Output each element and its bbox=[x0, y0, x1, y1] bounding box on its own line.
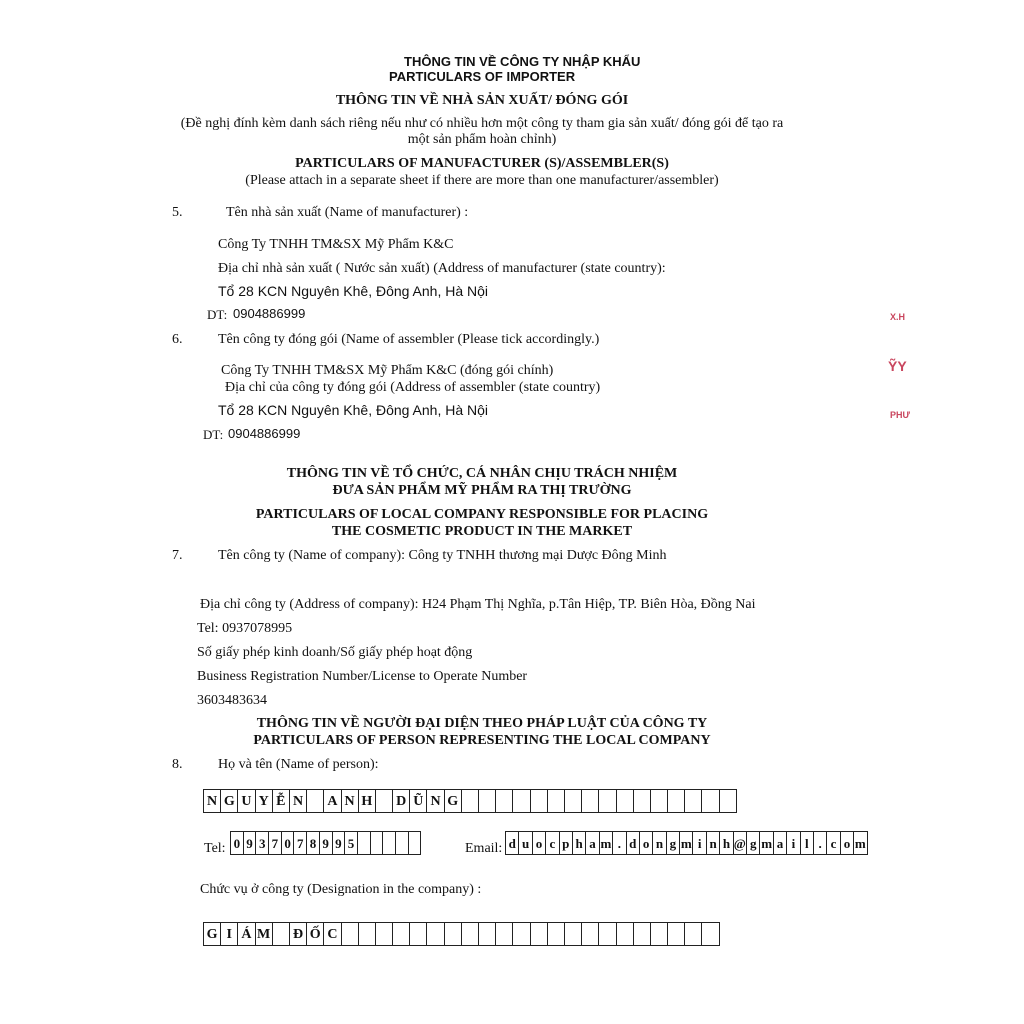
name-char-cell[interactable] bbox=[495, 789, 513, 813]
designation-char-cell[interactable]: G bbox=[203, 922, 221, 946]
item5-label: Tên nhà sản xuất (Name of manufacturer) : bbox=[226, 205, 469, 220]
name-char-cell[interactable]: A bbox=[323, 789, 341, 813]
item5-company: Công Ty TNHH TM&SX Mỹ Phẩm K&C bbox=[218, 237, 454, 252]
designation-char-cell[interactable]: M bbox=[255, 922, 273, 946]
designation-char-cell[interactable] bbox=[701, 922, 719, 946]
tel-grid[interactable] bbox=[230, 831, 421, 855]
email-char-cell[interactable]: m bbox=[679, 831, 693, 855]
designation-char-cell[interactable] bbox=[512, 922, 530, 946]
item7-license-vi: Số giấy phép kinh doanh/Số giấy phép hoạt động bbox=[197, 645, 473, 660]
tel-char-cell[interactable] bbox=[395, 831, 409, 855]
designation-char-cell[interactable]: C bbox=[323, 922, 341, 946]
item7-address: Địa chỉ công ty (Address of company): H24 Phạm Thị Nghĩa, p.Tân Hiệp, TP. Biên Hòa, Đồng Nai bbox=[200, 597, 756, 612]
name-char-cell[interactable]: Ễ bbox=[272, 789, 290, 813]
item6-phone-label: DT: bbox=[203, 427, 224, 442]
email-char-cell[interactable]: d bbox=[505, 831, 519, 855]
email-char-cell[interactable]: h bbox=[572, 831, 586, 855]
designation-char-cell[interactable] bbox=[392, 922, 410, 946]
email-char-cell[interactable]: i bbox=[786, 831, 800, 855]
importer-title-vi: THÔNG TIN VỀ CÔNG TY NHẬP KHẨU bbox=[404, 54, 641, 69]
tel-char-cell[interactable]: 0 bbox=[230, 831, 244, 855]
email-char-cell[interactable]: a bbox=[773, 831, 787, 855]
email-char-cell[interactable]: o bbox=[532, 831, 546, 855]
tel-char-cell[interactable]: 9 bbox=[332, 831, 346, 855]
name-char-cell[interactable] bbox=[306, 789, 324, 813]
tel-char-cell[interactable] bbox=[370, 831, 384, 855]
designation-char-cell[interactable] bbox=[530, 922, 548, 946]
designation-char-cell[interactable] bbox=[495, 922, 513, 946]
tel-char-cell[interactable] bbox=[357, 831, 371, 855]
email-char-cell[interactable]: d bbox=[626, 831, 640, 855]
designation-char-cell[interactable]: Ố bbox=[306, 922, 324, 946]
manufacturer-note-vi-1: (Đề nghị đính kèm danh sách riêng nếu như có nhiều hơn một công ty tham gia sản xuất/ đóng gói để tạo ra bbox=[180, 116, 784, 131]
stamp-text-top: X.H bbox=[890, 312, 906, 322]
tel-char-cell[interactable]: 7 bbox=[293, 831, 307, 855]
item8-number: 8. bbox=[172, 757, 183, 772]
item7-license-number: 3603483634 bbox=[197, 693, 267, 708]
designation-grid[interactable] bbox=[203, 922, 720, 946]
item6-company: Công Ty TNHH TM&SX Mỹ Phẩm K&C (đóng gói chính) bbox=[221, 363, 554, 378]
item7-tel: Tel: 0937078995 bbox=[197, 621, 293, 636]
name-char-cell[interactable] bbox=[719, 789, 737, 813]
item8-label: Họ và tên (Name of person): bbox=[218, 757, 379, 772]
manufacturer-note-vi-2: một sản phẩm hoàn chỉnh) bbox=[407, 132, 557, 147]
name-char-cell[interactable]: H bbox=[358, 789, 376, 813]
name-char-cell[interactable] bbox=[564, 789, 582, 813]
stamp-text-middle: ỸY bbox=[888, 358, 907, 374]
email-char-cell[interactable]: c bbox=[826, 831, 840, 855]
item5-address: Tổ 28 KCN Nguyên Khê, Đông Anh, Hà Nội bbox=[218, 283, 489, 299]
item6-phone: 0904886999 bbox=[228, 426, 301, 441]
local-company-title-en-1: PARTICULARS OF LOCAL COMPANY RESPONSIBLE FOR PLACING bbox=[255, 507, 709, 522]
tel-char-cell[interactable]: 9 bbox=[319, 831, 333, 855]
name-char-cell[interactable]: N bbox=[426, 789, 444, 813]
email-char-cell[interactable]: m bbox=[599, 831, 613, 855]
designation-char-cell[interactable] bbox=[616, 922, 634, 946]
email-char-cell[interactable]: n bbox=[652, 831, 666, 855]
stamp-fragment bbox=[888, 306, 910, 432]
name-char-cell[interactable]: N bbox=[203, 789, 221, 813]
tel-char-cell[interactable] bbox=[408, 831, 422, 855]
email-char-cell[interactable]: h bbox=[719, 831, 733, 855]
email-char-cell[interactable]: g bbox=[746, 831, 760, 855]
designation-char-cell[interactable] bbox=[598, 922, 616, 946]
designation-char-cell[interactable] bbox=[478, 922, 496, 946]
designation-char-cell[interactable]: Á bbox=[237, 922, 255, 946]
item7-label: Tên công ty (Name of company): Công ty TNHH thương mại Dược Đông Minh bbox=[218, 548, 667, 563]
email-char-cell[interactable]: l bbox=[800, 831, 814, 855]
email-char-cell[interactable]: m bbox=[853, 831, 867, 855]
designation-char-cell[interactable] bbox=[461, 922, 479, 946]
tel-char-cell[interactable]: 0 bbox=[281, 831, 295, 855]
tel-char-cell[interactable] bbox=[382, 831, 396, 855]
name-char-cell[interactable]: U bbox=[237, 789, 255, 813]
item6-address-label: Địa chỉ của công ty đóng gói (Address of assembler (state country) bbox=[225, 380, 601, 395]
name-char-cell[interactable]: Y bbox=[255, 789, 273, 813]
designation-char-cell[interactable] bbox=[684, 922, 702, 946]
name-char-cell[interactable] bbox=[375, 789, 393, 813]
item5-phone-label: DT: bbox=[207, 307, 228, 322]
designation-char-cell[interactable] bbox=[581, 922, 599, 946]
email-char-cell[interactable]: o bbox=[840, 831, 854, 855]
item6-address: Tổ 28 KCN Nguyên Khê, Đông Anh, Hà Nội bbox=[218, 402, 489, 418]
name-char-cell[interactable] bbox=[512, 789, 530, 813]
designation-char-cell[interactable] bbox=[547, 922, 565, 946]
email-char-cell[interactable]: g bbox=[666, 831, 680, 855]
designation-char-cell[interactable] bbox=[650, 922, 668, 946]
tel-char-cell[interactable]: 3 bbox=[255, 831, 269, 855]
item5-phone: 0904886999 bbox=[233, 306, 306, 321]
email-char-cell[interactable]: i bbox=[692, 831, 706, 855]
email-char-cell[interactable]: . bbox=[612, 831, 626, 855]
designation-char-cell[interactable] bbox=[564, 922, 582, 946]
designation-label: Chức vụ ở công ty (Designation in the company) : bbox=[200, 882, 482, 897]
name-char-cell[interactable] bbox=[633, 789, 651, 813]
designation-char-cell[interactable] bbox=[409, 922, 427, 946]
name-char-cell[interactable] bbox=[598, 789, 616, 813]
name-char-cell[interactable]: Ũ bbox=[409, 789, 427, 813]
email-char-cell[interactable]: p bbox=[559, 831, 573, 855]
name-char-cell[interactable]: D bbox=[392, 789, 410, 813]
tel-char-cell[interactable]: 9 bbox=[243, 831, 257, 855]
designation-char-cell[interactable] bbox=[667, 922, 685, 946]
designation-char-cell[interactable] bbox=[341, 922, 359, 946]
designation-char-cell[interactable]: Đ bbox=[289, 922, 307, 946]
item5-address-label: Địa chỉ nhà sản xuất ( Nước sản xuất) (Address of manufacturer (state country): bbox=[218, 261, 666, 276]
designation-char-cell[interactable] bbox=[444, 922, 462, 946]
tel-label: Tel: bbox=[204, 841, 226, 856]
designation-char-cell[interactable] bbox=[358, 922, 376, 946]
email-char-cell[interactable]: . bbox=[813, 831, 827, 855]
email-char-cell[interactable]: o bbox=[639, 831, 653, 855]
name-char-cell[interactable] bbox=[530, 789, 548, 813]
manufacturer-title-en: PARTICULARS OF MANUFACTURER (S)/ASSEMBLER(S) bbox=[295, 156, 669, 171]
email-char-cell[interactable]: n bbox=[706, 831, 720, 855]
designation-char-cell[interactable]: I bbox=[220, 922, 238, 946]
name-char-cell[interactable] bbox=[667, 789, 685, 813]
name-char-cell[interactable] bbox=[616, 789, 634, 813]
designation-char-cell[interactable] bbox=[272, 922, 290, 946]
name-char-cell[interactable] bbox=[547, 789, 565, 813]
name-char-cell[interactable]: N bbox=[341, 789, 359, 813]
name-char-cell[interactable] bbox=[478, 789, 496, 813]
item6-number: 6. bbox=[172, 332, 183, 347]
email-char-cell[interactable]: u bbox=[518, 831, 532, 855]
name-char-cell[interactable] bbox=[684, 789, 702, 813]
name-char-cell[interactable]: G bbox=[444, 789, 462, 813]
email-char-cell[interactable]: m bbox=[759, 831, 773, 855]
name-char-cell[interactable] bbox=[650, 789, 668, 813]
local-company-title-vi-2: ĐƯA SẢN PHẨM MỸ PHẨM RA THỊ TRƯỜNG bbox=[332, 483, 632, 498]
local-company-title-vi-1: THÔNG TIN VỀ TỔ CHỨC, CÁ NHÂN CHỊU TRÁCH NHIỆM bbox=[286, 466, 678, 481]
email-char-cell[interactable]: c bbox=[545, 831, 559, 855]
manufacturer-note-en: (Please attach in a separate sheet if there are more than one manufacturer/assembler) bbox=[245, 173, 719, 188]
name-char-cell[interactable] bbox=[581, 789, 599, 813]
email-label: Email: bbox=[465, 841, 503, 856]
name-char-cell[interactable]: G bbox=[220, 789, 238, 813]
name-grid[interactable] bbox=[203, 789, 737, 813]
item6-label: Tên công ty đóng gói (Name of assembler (Please tick accordingly.) bbox=[218, 332, 600, 347]
tel-char-cell[interactable]: 5 bbox=[344, 831, 358, 855]
name-char-cell[interactable] bbox=[701, 789, 719, 813]
item5-number: 5. bbox=[172, 205, 183, 220]
designation-char-cell[interactable] bbox=[426, 922, 444, 946]
tel-char-cell[interactable]: 7 bbox=[268, 831, 282, 855]
local-company-title-en-2: THE COSMETIC PRODUCT IN THE MARKET bbox=[331, 524, 633, 539]
email-char-cell[interactable]: a bbox=[585, 831, 599, 855]
name-char-cell[interactable]: N bbox=[289, 789, 307, 813]
tel-char-cell[interactable]: 8 bbox=[306, 831, 320, 855]
designation-char-cell[interactable] bbox=[633, 922, 651, 946]
representative-title-en: PARTICULARS OF PERSON REPRESENTING THE LOCAL COMPANY bbox=[253, 733, 711, 748]
item7-license-en: Business Registration Number/License to Operate Number bbox=[197, 669, 528, 684]
item7-number: 7. bbox=[172, 548, 183, 563]
importer-title-en: PARTICULARS OF IMPORTER bbox=[389, 69, 576, 84]
stamp-text-bottom: PHƯ bbox=[890, 410, 910, 420]
email-char-cell[interactable]: @ bbox=[733, 831, 747, 855]
designation-char-cell[interactable] bbox=[375, 922, 393, 946]
representative-title-vi: THÔNG TIN VỀ NGƯỜI ĐẠI DIỆN THEO PHÁP LUẬT CỦA CÔNG TY bbox=[256, 716, 708, 731]
email-grid[interactable] bbox=[505, 831, 868, 855]
name-char-cell[interactable] bbox=[461, 789, 479, 813]
manufacturer-title-vi: THÔNG TIN VỀ NHÀ SẢN XUẤT/ ĐÓNG GÓI bbox=[335, 93, 629, 108]
